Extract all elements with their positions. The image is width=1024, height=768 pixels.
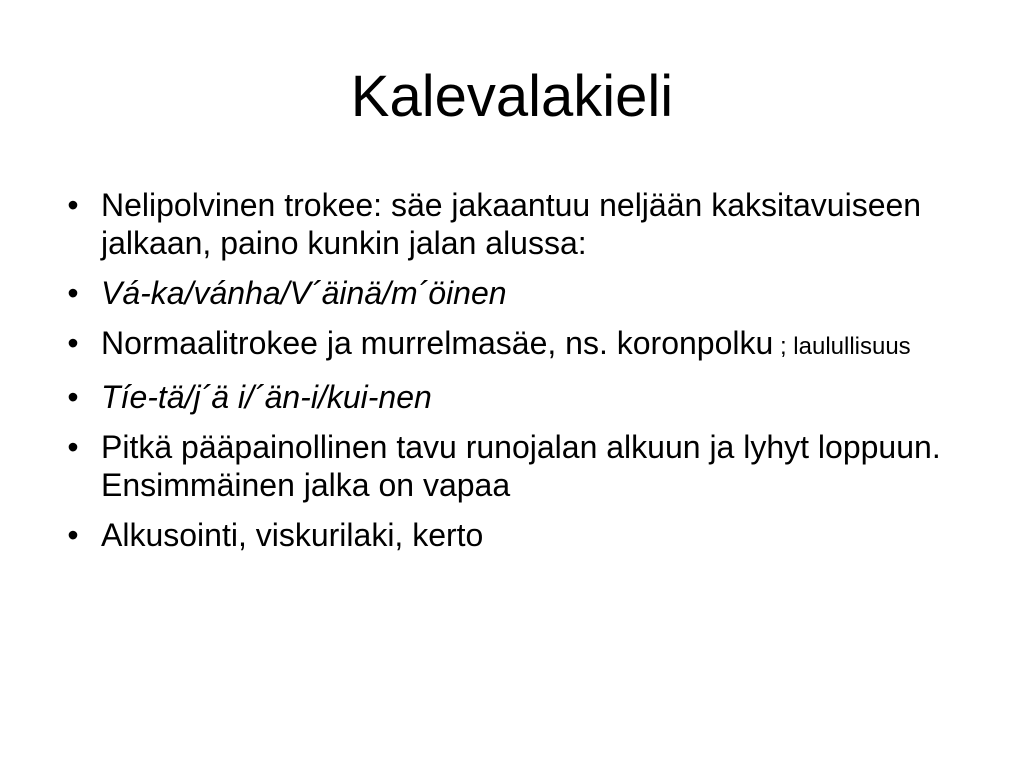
bullet-icon: •	[67, 187, 79, 223]
bullet-text: Vá-ka/vánha/V´äinä/m´öinen	[101, 275, 507, 311]
bullet-list	[58, 186, 978, 566]
bullet-item-normal-trochee	[58, 324, 978, 366]
bullet-item-features	[58, 516, 978, 554]
bullet-text: Normaalitrokee ja murrelmasäe, ns. koronpolku	[101, 325, 774, 361]
bullet-icon: •	[67, 429, 79, 465]
bullet-item-meter	[58, 186, 978, 262]
bullet-icon: •	[67, 379, 79, 415]
bullet-text: Tíe-tä/j´ä i/´än-i/kui-nen	[101, 379, 432, 415]
slide-title: Kalevalakieli	[350, 64, 674, 129]
bullet-item-example-2	[58, 378, 978, 416]
bullet-icon: •	[67, 275, 79, 311]
bullet-text: Alkusointi, viskurilaki, kerto	[101, 517, 484, 553]
bullet-text: Nelipolvinen trokee: säe jakaantuu neljään kaksitavuiseen jalkaan, paino kunkin jalan alussa:	[101, 187, 922, 261]
bullet-icon: •	[67, 517, 79, 553]
bullet-item-example-1	[58, 274, 978, 312]
bullet-small-suffix: ; laulullisuus	[773, 333, 911, 360]
bullet-icon: •	[67, 325, 79, 361]
bullet-text: Pitkä pääpainollinen tavu runojalan alkuun ja lyhyt loppuun. Ensimmäinen jalka on vapaa	[101, 429, 941, 503]
bullet-item-syllable-weight	[58, 428, 978, 504]
